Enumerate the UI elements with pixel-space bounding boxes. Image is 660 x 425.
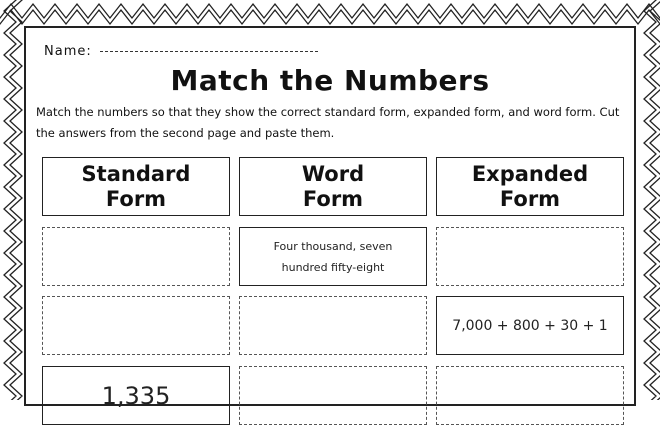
page-title: Match the Numbers <box>170 64 490 97</box>
name-label: Name: <box>44 44 92 59</box>
word-box-3[interactable] <box>239 366 427 425</box>
standard-box-2[interactable] <box>42 296 230 355</box>
name-blank-line[interactable] <box>100 51 318 52</box>
expanded-box-2: 7,000 + 800 + 30 + 1 <box>436 296 624 355</box>
header-expanded-form: Expanded Form <box>436 157 624 216</box>
expanded-box-3[interactable] <box>436 366 624 425</box>
instructions-text: Match the numbers so that they show the correct standard form, expanded form, and word form. Cut the answers from the second page and paste them. <box>36 105 620 140</box>
standard-box-3: 1,335 <box>42 366 230 425</box>
word-box-2[interactable] <box>239 296 427 355</box>
expanded-box-1[interactable] <box>436 227 624 286</box>
header-standard-form: Standard Form <box>42 157 230 216</box>
standard-box-1[interactable] <box>42 227 230 286</box>
word-box-1: Four thousand, seven hundred fifty-eight <box>239 227 427 286</box>
header-word-form: Word Form <box>239 157 427 216</box>
name-field[interactable] <box>44 44 318 59</box>
worksheet-page <box>24 26 636 410</box>
